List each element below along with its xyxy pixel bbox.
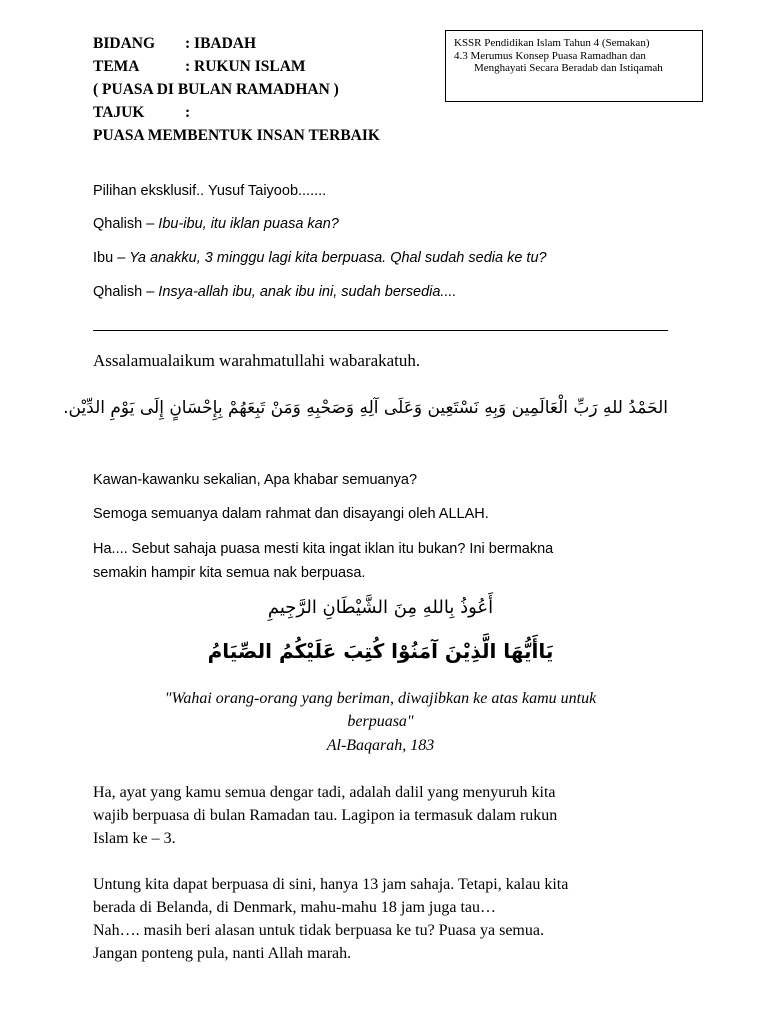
dialogue-text: Ya anakku, 3 minggu lagi kita berpuasa. Qhal sudah sedia ke tu? <box>129 250 547 266</box>
verse-reference <box>93 735 668 757</box>
paragraph-5-line-3: Nah…. masih beri alasan untuk tidak berpuasa ke tu? Puasa ya semua. <box>93 922 544 939</box>
dialogue-line-2 <box>93 247 547 269</box>
tema-value: : RUKUN ISLAM <box>185 58 306 75</box>
translation <box>93 688 668 710</box>
dialogue-sep: – <box>142 284 159 300</box>
dialogue-line-1 <box>93 213 339 235</box>
paragraph-5-line-4: Jangan ponteng pula, nanti Allah marah. <box>93 945 352 962</box>
header-subtema: ( PUASA DI BULAN RAMADHAN ) <box>93 81 339 98</box>
reference-line-2: 4.3 Merumus Konsep Puasa Ramadhan dan Menghayati Secara Beradab dan Istiqamah <box>454 49 663 74</box>
header-bidang <box>93 34 256 54</box>
paragraph-3-line-1: Ha.... Sebut sahaja puasa mesti kita ingat iklan itu bukan? Ini bermakna <box>93 541 554 557</box>
taawwudz-arabic: أَعُوذُ بِاللهِ مِنَ الشَّيْطَانِ الرَّجِيمِ <box>267 597 494 618</box>
tajuk-value: : <box>185 104 191 121</box>
arabic-opening: الحَمْدُ للهِ رَبِّ الْعَالَمِين وَبِهِ نَسْتَعِين وَعَلَى آلِهِ وَصَحْبِهِ وَمَنْ تَبِعَهُمْ بِإِحْسَانٍ إِلَى يَوْمِ الدِّيْن. <box>63 398 668 418</box>
paragraph-2: Semoga semuanya dalam rahmat dan disayangi oleh ALLAH. <box>93 506 489 522</box>
dialogue-sep: – <box>142 216 159 232</box>
dialogue-text: Insya-allah ibu, anak ibu ini, sudah bersedia.... <box>158 284 457 300</box>
translation-line-1: "Wahai orang-orang yang beriman, diwajibkan ke atas kamu untuk <box>164 690 597 707</box>
divider-line <box>93 330 668 331</box>
ayat-arabic: يَاأَيُّهَا الَّذِيْنَ آمَنُوْا كُتِبَ عَلَيْكُمُ الصِّيَامُ <box>207 639 554 663</box>
greeting: Assalamualaikum warahmatullahi wabarakatuh. <box>93 351 421 370</box>
tajuk-label: TAJUK <box>93 104 145 121</box>
bidang-value: : IBADAH <box>185 35 257 52</box>
paragraph-5-line-1: Untung kita dapat berpuasa di sini, hanya 13 jam sahaja. Tetapi, kalau kita <box>93 876 569 893</box>
dialogue-sep: – <box>113 250 130 266</box>
verse-reference-text: Al-Baqarah, 183 <box>326 737 435 754</box>
paragraph-3-line-2: semakin hampir kita semua nak berpuasa. <box>93 565 366 581</box>
bidang-label: BIDANG <box>93 35 156 52</box>
header-tema <box>93 57 306 77</box>
translation-2 <box>93 711 668 733</box>
reference-box <box>445 30 703 102</box>
paragraph-5-line-2: berada di Belanda, di Denmark, mahu-mahu 18 jam juga tau… <box>93 899 496 916</box>
header-tajuk <box>93 103 190 123</box>
dialogue-intro: Pilihan eksklusif.. Yusuf Taiyoob....... <box>93 183 327 199</box>
paragraph-4-line-2: wajib berpuasa di bulan Ramadan tau. Lagipon ia termasuk dalam rukun <box>93 807 558 824</box>
paragraph-4-line-3: Islam ke – 3. <box>93 830 176 847</box>
translation-line-2: berpuasa" <box>347 713 414 730</box>
paragraph-1: Kawan-kawanku sekalian, Apa khabar semuanya? <box>93 472 418 488</box>
paragraph-4-line-1: Ha, ayat yang kamu semua dengar tadi, adalah dalil yang menyuruh kita <box>93 784 556 801</box>
dialogue-speaker: Ibu <box>93 250 114 266</box>
dialogue-text: Ibu-ibu, itu iklan puasa kan? <box>158 216 339 232</box>
reference-line-1: KSSR Pendidikan Islam Tahun 4 (Semakan) <box>454 37 650 49</box>
page-title: PUASA MEMBENTUK INSAN TERBAIK <box>93 127 380 144</box>
dialogue-speaker: Qhalish <box>93 216 143 232</box>
dialogue-speaker: Qhalish <box>93 284 143 300</box>
tema-label: TEMA <box>93 58 140 75</box>
dialogue-line-3 <box>93 281 457 303</box>
